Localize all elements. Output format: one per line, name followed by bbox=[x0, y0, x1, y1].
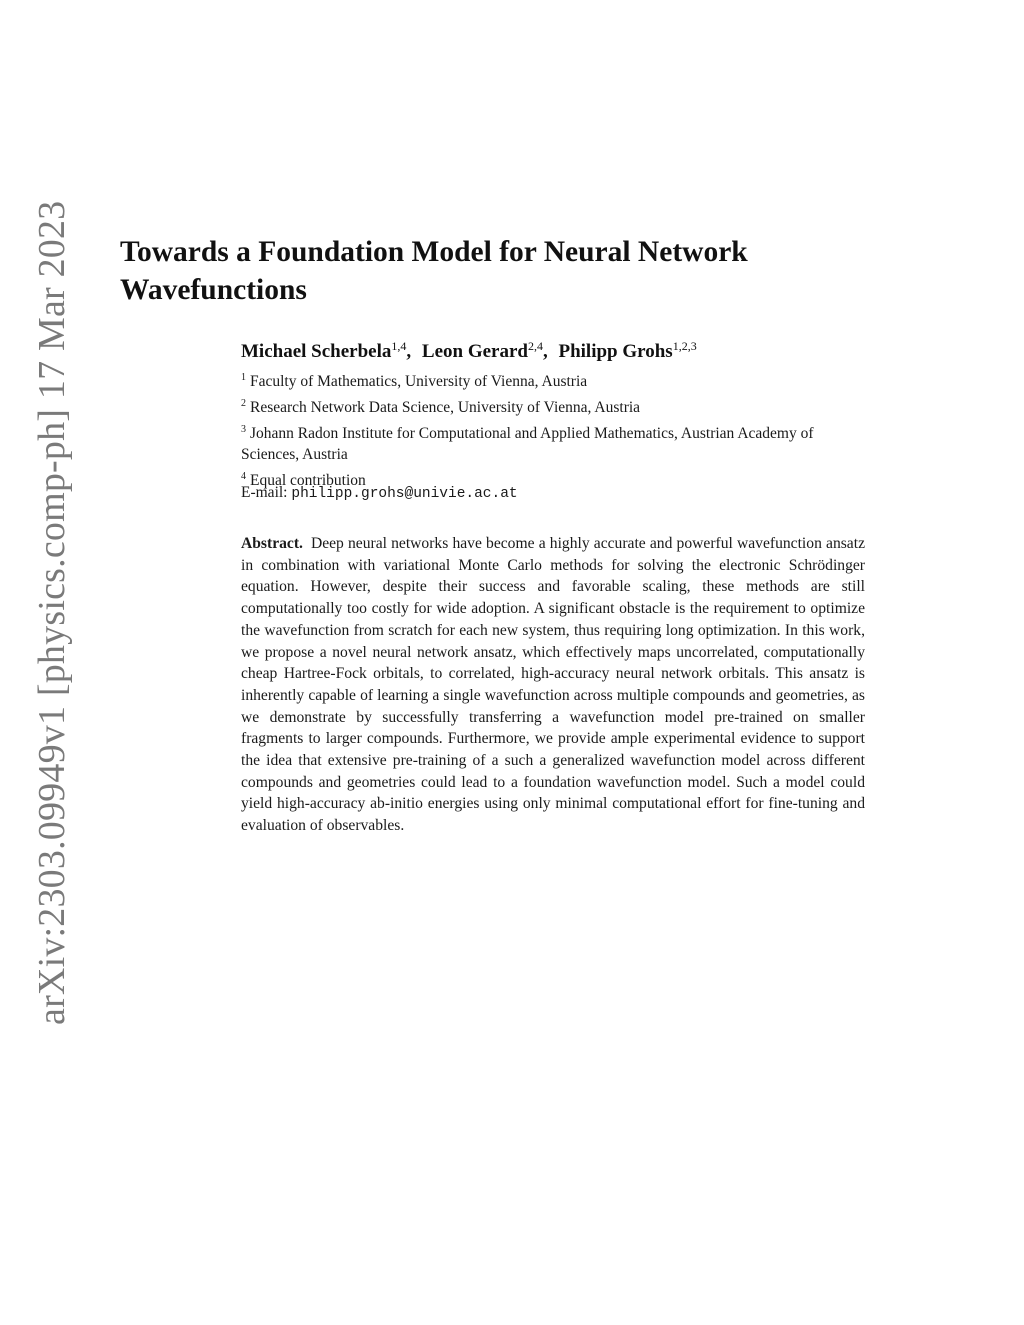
author: Leon Gerard$^{2,4}$, bbox=[421, 339, 548, 362]
affiliation: $^2$ Research Network Data Science, University of Vienna, Austria bbox=[241, 397, 641, 416]
author: Michael Scherbela$^{1,4}$, bbox=[241, 339, 412, 362]
arxiv-identifier-stamp: arXiv:2303.09949v1 [physics.comp-ph] 17 Mar 2023 bbox=[31, 200, 73, 1025]
author-list bbox=[241, 339, 697, 363]
affiliation: $^1$ Faculty of Mathematics, University of Vienna, Austria bbox=[241, 372, 588, 390]
abstract bbox=[241, 533, 865, 837]
abstract-label: Abstract. bbox=[241, 535, 303, 552]
affiliation: $^3$ Johann Radon Institute for Computational and Applied Mathematics, Austrian Academy of Sciences, Austria bbox=[241, 423, 814, 464]
author-affiliation-marker: 1,4 bbox=[391, 339, 407, 353]
affiliation: $^4$ Equal contribution bbox=[241, 471, 366, 490]
email-label: E-mail: bbox=[241, 484, 288, 501]
affiliation-list bbox=[241, 367, 861, 492]
author-affiliation-marker: 2,4 bbox=[527, 339, 543, 353]
paper-title: Towards a Foundation Model for Neural Network Wavefunctions bbox=[120, 236, 748, 306]
email-address[interactable]: philipp.grohs@univie.ac.at bbox=[291, 486, 518, 502]
author-affiliation-marker: 1,2,3 bbox=[672, 339, 697, 353]
author: Philipp Grohs$^{1,2,3}$ bbox=[558, 339, 697, 362]
contact-email bbox=[241, 484, 518, 502]
abstract-text: Deep neural networks have become a highly accurate and powerful wavefunction ansatz in combination with variational Monte Carlo methods for solving the electronic Schrödinger equation. However, despite their success and favorable scaling, these methods are still computationally too costly for wide adoption. A significant obstacle is the requirement to optimize the wavefunction from scratch for each new system, thus requiring long optimization. In this work, we propose a novel neural network ansatz, which effectively maps uncorrelated, computationally cheap Hartree-Fock orbitals, to correlated, high-accuracy neural network orbitals. This ansatz is inherently capable of learning a single wavefunction across multiple compounds and geometries, as we demonstrate by successfully transferring a wavefunction model pre-trained on smaller fragments to larger compounds. Furthermore, we provide ample experimental evidence to support the idea that extensive pre-training of a such a generalized wavefunction model across different compounds and geometries could lead to a foundation wavefunction model. Such a model could yield high-accuracy ab-initio energies using only minimal computational effort for fine-tuning and evaluation of observables. bbox=[241, 535, 865, 835]
